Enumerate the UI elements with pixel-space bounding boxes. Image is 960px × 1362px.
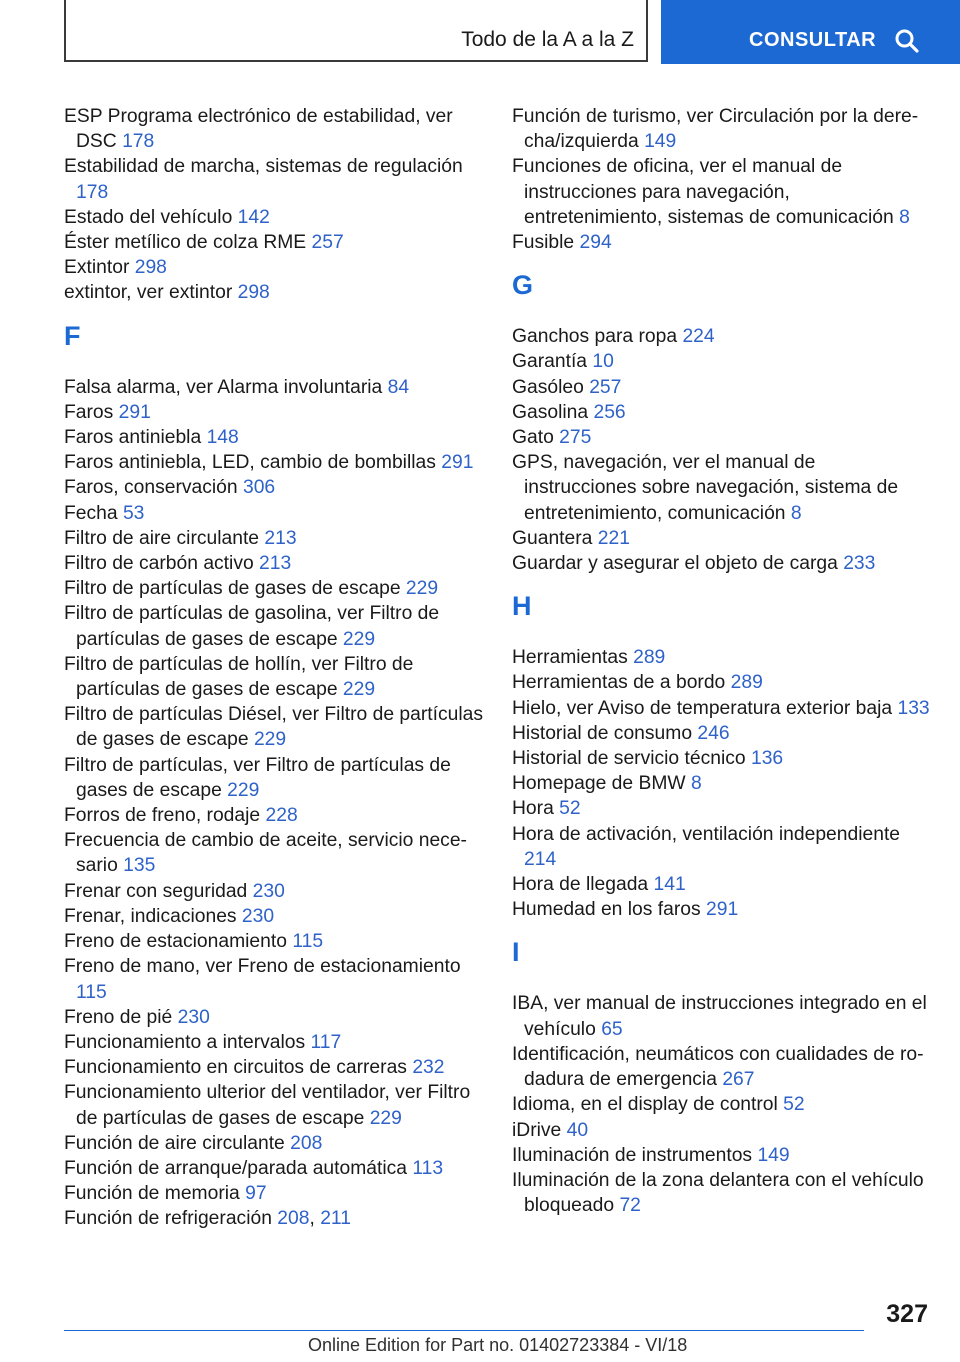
index-entry-text: Homepage de BMW (512, 773, 686, 795)
index-entry (512, 771, 932, 796)
index-entry-text: Ganchos para ropa (512, 326, 678, 348)
page-reference-link[interactable]: 148 (206, 427, 239, 449)
index-entry (64, 501, 484, 526)
index-entry (512, 696, 932, 721)
index-entry (512, 645, 932, 670)
index-entry-text: Garantía (512, 351, 588, 373)
index-entry (64, 526, 484, 551)
page-reference-link[interactable]: 257 (589, 376, 622, 398)
index-entry-text: Historial de servicio técnico (512, 748, 746, 770)
page-reference-link[interactable]: 208 (290, 1132, 323, 1154)
page-reference-link[interactable]: 298 (134, 257, 167, 279)
index-entry (512, 822, 932, 872)
index-entry-text: Filtro de partículas de gasolina, ver Filtro de partículas de gases de escape (64, 603, 440, 650)
index-entry (64, 904, 484, 929)
index-entry-text: Filtro de aire circulante (64, 527, 260, 549)
index-entry (64, 803, 484, 828)
index-entry (64, 954, 484, 1004)
page-reference-link[interactable]: 142 (237, 206, 270, 228)
index-entry-text: extintor, ver extintor (64, 282, 233, 304)
index-entry (64, 104, 484, 154)
index-entry (512, 670, 932, 695)
index-entry (64, 230, 484, 255)
page-reference-link[interactable]: 291 (118, 401, 151, 423)
page-reference-link[interactable]: 229 (342, 679, 376, 701)
index-entry (64, 1055, 484, 1080)
index-entry (512, 551, 932, 576)
index-entry-text: Función de memoria (64, 1183, 240, 1205)
index-letter-heading: I (512, 937, 520, 968)
index-entry (64, 1030, 484, 1055)
index-entry (64, 450, 484, 475)
index-entry-text: Iluminación de la zona delantera con el vehículo bloqueado (512, 1169, 924, 1217)
index-entry (64, 652, 484, 702)
page-reference-link[interactable]: 257 (311, 232, 344, 254)
page-reference-link[interactable]: 229 (342, 628, 376, 650)
index-entry (64, 929, 484, 954)
index-entry (512, 230, 932, 255)
index-entry-text: Falsa alarma, ver Alarma involuntaria (64, 376, 383, 398)
index-entry (512, 104, 932, 154)
index-entry-text: Gasóleo (512, 376, 584, 398)
index-entry-text: Frenar, indicaciones (64, 905, 237, 927)
index-entry-text: Historial de consumo (512, 722, 693, 744)
page-reference-link[interactable]: 267 (722, 1069, 755, 1091)
page-reference-link[interactable]: 232 (412, 1057, 445, 1079)
index-entry-text: Filtro de carbón activo (64, 553, 254, 575)
index-entry (512, 991, 932, 1041)
index-entry-text: Filtro de partículas de hollín, ver Filtro de partículas de gases de escape (64, 653, 414, 701)
index-entry (64, 425, 484, 450)
index-entry-text: GPS, navegación, ver el manual de instrucciones sobre navegación, sistema de entretenimiento, comunicación (512, 452, 899, 524)
index-entry: Función de refrigeración 208, 211 (64, 1208, 351, 1230)
page-reference-link[interactable]: 178 (122, 131, 155, 153)
page-reference-link[interactable]: 10 (592, 351, 614, 373)
index-entry-text: Función de turismo, ver Circulación por la derecha/izquierda (512, 106, 919, 153)
index-entry (512, 526, 932, 551)
index-entry-text: Gasolina (512, 401, 589, 423)
page-reference-link[interactable]: 72 (619, 1195, 641, 1217)
page-reference-link[interactable]: 97 (245, 1183, 267, 1205)
index-entry-text: Estado del vehículo (64, 206, 233, 228)
page-reference-link[interactable]: 8 (690, 773, 702, 795)
index-entry (512, 796, 932, 821)
index-entry (64, 154, 484, 204)
page-number: 327 (886, 1300, 928, 1328)
index-entry-text: Freno de mano, ver Freno de estacionamiento (64, 956, 461, 978)
index-entry (64, 753, 484, 803)
footer-edition (308, 1335, 687, 1356)
index-entry (512, 425, 932, 450)
index-entry-text: Faros antiniebla (64, 427, 202, 449)
index-entry-text: Gato (512, 427, 554, 449)
page-reference-link[interactable]: 8 (899, 206, 910, 228)
page-reference-link[interactable]: 230 (241, 905, 275, 927)
index-entry-text: Funcionamiento en circuitos de carreras (64, 1057, 407, 1079)
header-section-box (64, 0, 648, 62)
index-entry-text: Herramientas (512, 647, 628, 669)
index-entry-text: Freno de estacionamiento (64, 931, 287, 953)
index-entry-text: Hora de activación, ventilación independiente (512, 823, 901, 845)
index-entry (512, 1042, 932, 1092)
index-entry-text: Hielo, ver Aviso de temperatura exterior baja (512, 697, 893, 719)
index-entry-text: Filtro de partículas Diésel, ver Filtro de partículas de gases de escape (64, 704, 483, 751)
index-entry-text: Frecuencia de cambio de aceite, servicio necesario (64, 830, 467, 877)
index-entry-text: Freno de pié (64, 1006, 173, 1028)
index-entry-text: Extintor (64, 257, 130, 279)
page-reference-link[interactable]: 233 (843, 553, 876, 575)
page-reference-link[interactable]: 113 (412, 1157, 444, 1179)
index-entry-text: Fecha (64, 502, 118, 524)
index-entry (64, 1156, 484, 1181)
index-entry (512, 324, 932, 349)
index-entry (64, 400, 484, 425)
page-reference-link[interactable]: 224 (682, 326, 715, 348)
page-reference-link[interactable]: 229 (253, 729, 287, 751)
index-entry-text: Faros, conservación (64, 477, 238, 499)
page-reference-link[interactable]: 178 (76, 181, 109, 203)
page-reference-link[interactable]: 298 (237, 282, 270, 304)
page-reference-link[interactable]: 40 (566, 1119, 589, 1141)
index-entry-text: IBA, ver manual de instrucciones integrado en el vehículo (512, 993, 927, 1040)
page-reference-link[interactable]: 294 (579, 232, 612, 254)
index-entry (64, 475, 484, 500)
page-reference-link[interactable]: 53 (122, 502, 145, 524)
index-entry (64, 255, 484, 280)
index-entry-text: iDrive (512, 1119, 562, 1141)
index-entry-text: Función de arranque/parada automática (64, 1157, 408, 1179)
page-reference-link[interactable]: 213 (259, 553, 292, 575)
page-reference-link[interactable]: 211 (320, 1208, 351, 1230)
index-entry-text: Forros de freno, rodaje (64, 805, 261, 827)
index-entry-text: ESP Programa electrónico de estabilidad, ver DSC (64, 106, 453, 153)
page-reference-link[interactable]: 208 (277, 1208, 310, 1230)
index-entry-text: Filtro de partículas de gases de escape (64, 578, 401, 600)
page-reference-link[interactable]: 230 (252, 880, 285, 902)
index-entry (512, 897, 932, 922)
index-entry-text: Guardar y asegurar el objeto de carga (512, 553, 838, 575)
index-entry-text: Filtro de partículas, ver Filtro de partículas de gases de escape (64, 754, 451, 801)
index-entry-text: Humedad en los faros (512, 899, 701, 921)
page-reference-link[interactable]: 213 (264, 527, 297, 549)
page-reference-link[interactable]: 52 (559, 798, 581, 820)
index-entry (512, 154, 932, 230)
index-entry-text: Faros antiniebla, LED, cambio de bombillas (64, 452, 436, 474)
page-reference-link[interactable]: 84 (387, 376, 410, 398)
header-section-title[interactable]: Todo de la A a la Z (461, 28, 634, 51)
index-entry-text: Frenar con seguridad (64, 880, 248, 902)
page-reference-link[interactable]: 229 (369, 1107, 402, 1129)
page-reference-link[interactable]: 133 (897, 697, 930, 719)
index-column-right (512, 104, 932, 1218)
page-reference-link[interactable]: 256 (593, 401, 626, 423)
index-entry (512, 1143, 932, 1168)
page-reference-link[interactable]: 229 (227, 779, 260, 801)
index-entry-text: Iluminación de instrumentos (512, 1144, 753, 1166)
index-entry (512, 1118, 932, 1143)
index-entry (64, 1181, 484, 1206)
index-entry (512, 400, 932, 425)
page-reference-link[interactable]: 289 (730, 672, 763, 694)
index-entry-text: Hora (512, 798, 554, 820)
index-entry-text: Estabilidad de marcha, sistemas de regulación (64, 156, 463, 178)
index-entry (512, 721, 932, 746)
page-reference-link[interactable]: 8 (790, 502, 802, 524)
index-entry (64, 576, 484, 601)
page-reference-link[interactable]: 141 (653, 874, 686, 896)
page-reference-link[interactable]: 221 (597, 527, 630, 549)
index-entry (64, 1080, 484, 1130)
index-entry-text: Hora de llegada (512, 874, 649, 896)
index-entry (512, 872, 932, 897)
index-entry-text: Idioma, en el display de control (512, 1094, 778, 1116)
page-reference-link[interactable]: 229 (405, 578, 439, 600)
index-letter-heading: G (512, 270, 534, 301)
index-entry (64, 551, 484, 576)
page-reference-link[interactable]: 228 (265, 805, 298, 827)
index-entry (64, 375, 484, 400)
index-entry (512, 746, 932, 771)
page-reference-link[interactable]: 136 (750, 748, 784, 770)
page-reference-link[interactable]: 214 (524, 848, 557, 870)
index-entry-text: Función de aire circulante (64, 1132, 285, 1154)
page-reference-link[interactable]: 291 (441, 452, 474, 474)
page-reference-link[interactable]: 135 (123, 855, 156, 877)
page-reference-link[interactable]: 149 (644, 131, 677, 153)
page-reference-link[interactable]: 65 (601, 1018, 623, 1040)
page-reference-link[interactable]: 115 (292, 931, 324, 953)
index-entry-text: Éster metílico de colza RME (64, 232, 307, 254)
index-entry (64, 702, 484, 752)
page-reference-link[interactable]: 275 (559, 427, 592, 449)
index-letter-heading: F (64, 320, 81, 351)
index-entry (64, 1005, 484, 1030)
index-entry-text: Faros (64, 401, 114, 423)
page-reference-link[interactable]: 246 (697, 722, 730, 744)
index-entry-text: Funciones de oficina, ver el manual de instrucciones para navegación, entretenimiento, sistemas de comunicación (512, 156, 894, 228)
consultar-button-label: CONSULTAR (749, 29, 877, 51)
page-header (64, 0, 960, 64)
index-entry-text: Identificación, neumáticos con cualidades de rodadura de emergencia (512, 1043, 924, 1091)
index-entry-text: Fusible (512, 232, 575, 254)
index-entry-text: Funcionamiento a intervalos (64, 1031, 306, 1053)
index-entry (512, 349, 932, 374)
index-entry (512, 450, 932, 526)
page-reference-link[interactable]: 115 (76, 981, 107, 1003)
index-column-left (64, 104, 484, 1232)
index-entry (512, 375, 932, 400)
index-entry (64, 828, 484, 878)
index-entry (64, 1131, 484, 1156)
page-reference-link[interactable]: 117 (310, 1031, 342, 1053)
page-reference-link[interactable]: 52 (783, 1094, 805, 1116)
footer-edition-text: Online Edition for Part no. 01402723384 - VI/18 (308, 1335, 688, 1355)
page-reference-link[interactable]: 291 (706, 899, 739, 921)
index-letter-heading: H (512, 591, 532, 622)
index-entry (64, 205, 484, 230)
page-reference-link[interactable]: 149 (757, 1144, 790, 1166)
consultar-button[interactable] (661, 0, 960, 64)
index-entry-text: Función de refrigeración (64, 1208, 272, 1230)
index-entry (64, 601, 484, 651)
index-entry-text: Guantera (512, 527, 593, 549)
index-entry (512, 1092, 932, 1117)
search-icon (894, 28, 920, 54)
index-entry (64, 879, 484, 904)
index-entry (64, 280, 484, 305)
index-entry-text: Funcionamiento ulterior del ventilador, ver Filtro de partículas de gases de escape (64, 1082, 471, 1129)
page-reference-link[interactable]: 289 (633, 647, 666, 669)
index-entry (512, 1168, 932, 1218)
page-reference-link[interactable]: 230 (177, 1006, 210, 1028)
index-entry-text: Herramientas de a bordo (512, 672, 726, 694)
footer-divider (64, 1330, 864, 1331)
page-reference-link[interactable]: 306 (242, 477, 276, 499)
